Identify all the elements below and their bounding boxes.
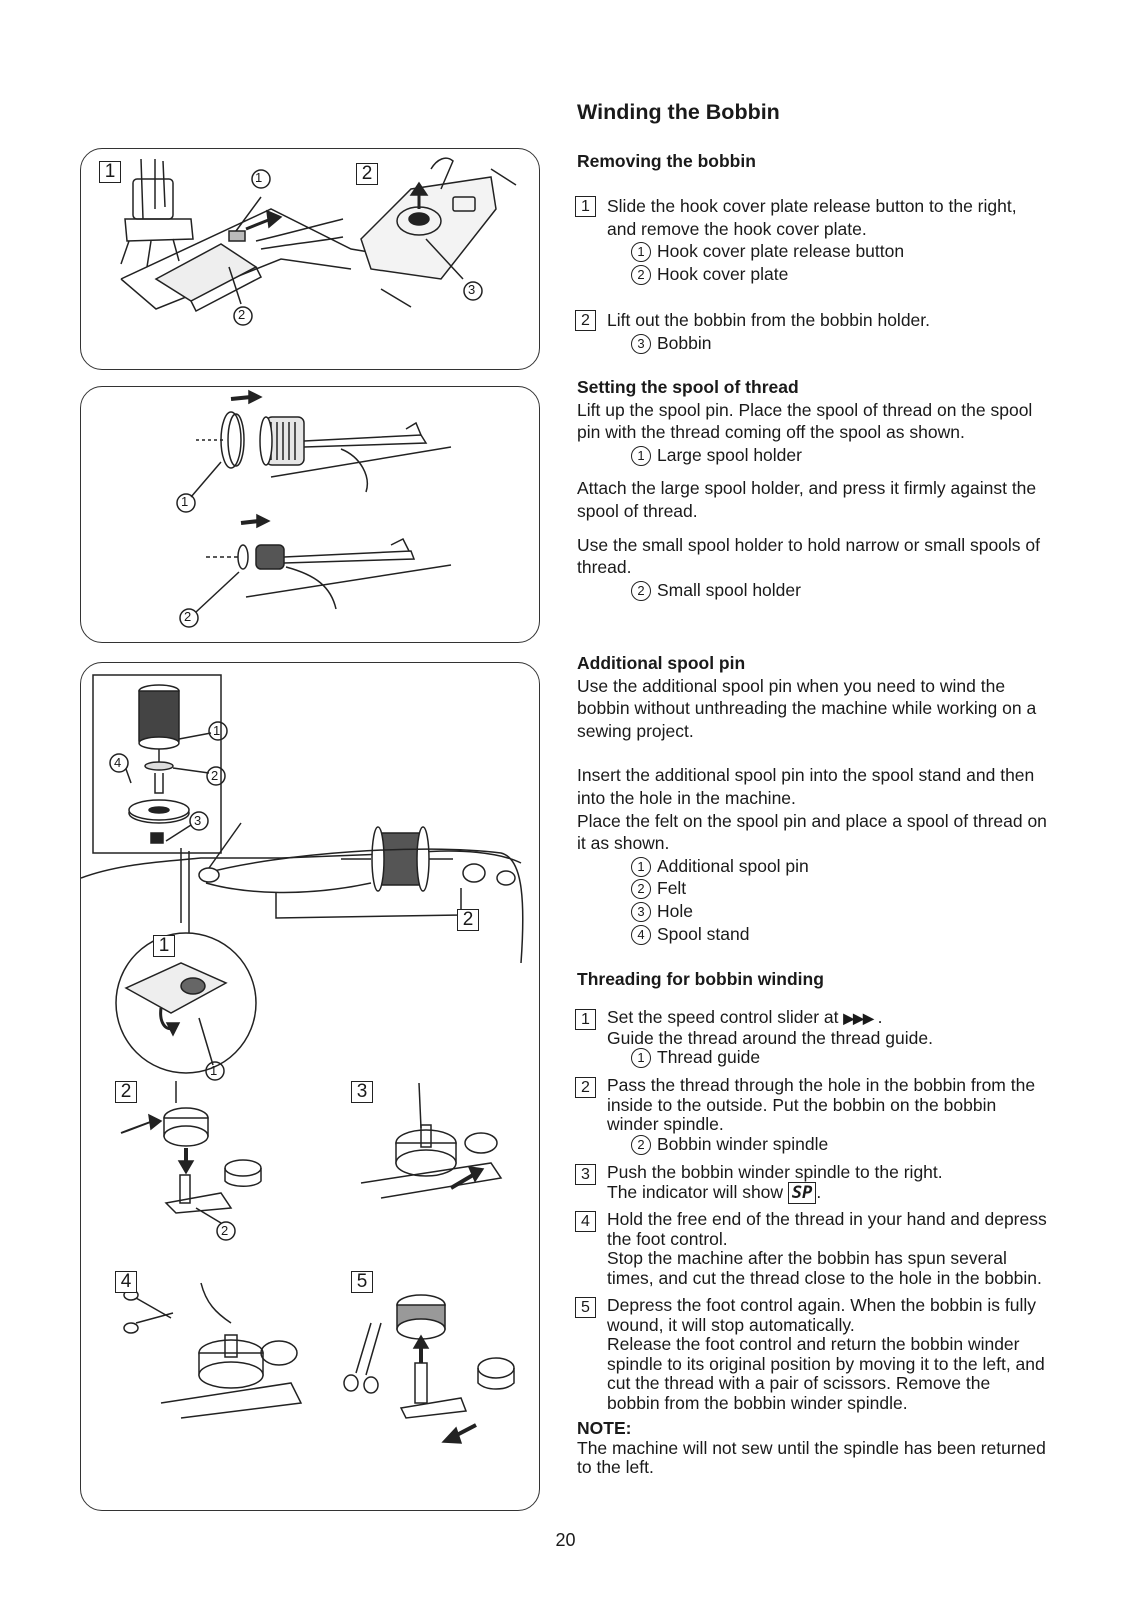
step-number-3: 3 [351, 1081, 373, 1103]
step-text: Release the foot control and return the bobbin winder spindle to its original position by moving it to the left, and cut the thread with a pair of scissors. Remove the bobbin from the bobbin winder spindle. [607, 1334, 1045, 1413]
paragraph: Use the additional spool pin when you need to wind the bobbin without unthreading the machine while working on a sewing project. [577, 675, 1037, 741]
callout-spool-stand: 4 [114, 755, 122, 770]
speed-fast-icon: ▶▶▶ [843, 1010, 873, 1026]
item-number: 1 [631, 446, 651, 466]
callout-2: 2 [238, 307, 246, 322]
step-number-1: 1 [153, 935, 175, 957]
item-number: 4 [631, 925, 651, 945]
item-number: 3 [631, 334, 651, 354]
callout-felt: 2 [211, 768, 219, 783]
step-number-4: 4 [115, 1271, 137, 1293]
item-number: 1 [631, 1048, 651, 1068]
threading-step-3 [577, 1163, 1047, 1205]
step-1 [577, 195, 1047, 240]
item-label: Large spool holder [657, 444, 802, 465]
callout-additional-spool-pin: 1 [213, 723, 221, 738]
figure-spool-holders [80, 386, 540, 643]
item-label: Bobbin winder spindle [657, 1133, 829, 1154]
threading-step-2 [577, 1076, 1047, 1155]
item-label: Bobbin [657, 332, 712, 353]
step-text: Lift out the bobbin from the bobbin holder. [607, 310, 931, 330]
step-number: 3 [575, 1164, 596, 1185]
item-label: Hole [657, 900, 693, 921]
figure-bobbin-winding [80, 662, 540, 1511]
step-text: Hold the free end of the thread in your hand and depress the foot control. [607, 1209, 1047, 1249]
bobbin-winding-illustration [81, 663, 540, 1511]
item-label: Felt [657, 878, 687, 899]
item-label: Hook cover plate release button [657, 241, 905, 262]
heading-setting-spool: Setting the spool of thread [577, 377, 799, 397]
threading-steps [577, 1008, 1047, 1478]
paragraph: Insert the additional spool pin into the spool stand and then into the hole in the machine. [577, 765, 1035, 808]
paragraph: Place the felt on the spool pin and place a spool of thread on it as shown. [577, 810, 1047, 854]
step-text: Stop the machine after the bobbin has spun several times, and cut the thread close to the hole in the bobbin. [607, 1248, 1042, 1288]
paragraph: Attach the large spool holder, and press it firmly against the spool of thread. [577, 478, 1037, 521]
step-text-end: . [877, 1007, 883, 1027]
item-label: Thread guide [657, 1047, 761, 1067]
page-title: Winding the Bobbin [577, 100, 780, 124]
paragraph: Use the small spool holder to hold narrow or small spools of thread. [577, 534, 1040, 578]
step-2 [577, 309, 1047, 332]
callout-3: 3 [468, 282, 476, 297]
callout-thread-guide: 1 [210, 1063, 218, 1078]
step-number: 4 [575, 1211, 596, 1232]
step-number: 1 [575, 196, 596, 217]
hook-cover-illustration [81, 149, 540, 370]
removing-step-2 [577, 309, 1047, 354]
section-setting-spool [577, 376, 1047, 601]
step-text: Pass the thread through the hole in the bobbin from the inside to the outside. Put the bobbin on the bobbin winder spindle. [607, 1075, 1036, 1134]
threading-step-5 [577, 1296, 1047, 1413]
item-number: 1 [631, 242, 651, 262]
page-number: 20 [555, 1530, 576, 1550]
step-number: 2 [575, 310, 596, 331]
removing-step-1 [577, 195, 1047, 285]
item-label: Additional spool pin [657, 855, 809, 876]
threading-step-1 [577, 1008, 1047, 1068]
item-number: 3 [631, 902, 651, 922]
item-number: 2 [631, 265, 651, 285]
callout-small-spool-holder: 2 [184, 609, 192, 624]
spool-holder-illustration [81, 387, 540, 643]
callout-1: 1 [255, 170, 263, 185]
heading-additional-spool-pin: Additional spool pin [577, 653, 746, 673]
step-text: Set the speed control slider at [607, 1007, 839, 1027]
item-label: Hook cover plate [657, 263, 789, 284]
callout-bobbin-winder-spindle: 2 [221, 1223, 229, 1238]
callout-hole: 3 [194, 813, 202, 828]
note [577, 1419, 1047, 1478]
step-text: Guide the thread around the thread guide. [607, 1027, 933, 1048]
item-number: 2 [631, 581, 651, 601]
step-number: 5 [575, 1297, 596, 1318]
step-text: Slide the hook cover plate release button to the right, and remove the hook cover plate. [607, 196, 1017, 239]
paragraph: Lift up the spool pin. Place the spool of thread on the spool pin with the thread coming off the spool as shown. [577, 399, 1033, 443]
figure-removing-bobbin [80, 148, 540, 370]
step-number-2: 2 [115, 1081, 137, 1103]
item-number: 2 [631, 879, 651, 899]
note-label: NOTE: [577, 1418, 632, 1438]
heading-threading: Threading for bobbin winding [577, 969, 824, 989]
item-number: 1 [631, 857, 651, 877]
callout-large-spool-holder: 1 [181, 494, 189, 509]
step-number: 1 [575, 1009, 596, 1030]
step-number-2-top: 2 [457, 909, 479, 931]
step-number-5: 5 [351, 1271, 373, 1293]
step-number: 2 [575, 1077, 596, 1098]
step-number-1: 1 [99, 161, 121, 183]
item-label: Small spool holder [657, 579, 801, 600]
threading-step-4 [577, 1210, 1047, 1288]
step-text: Push the bobbin winder spindle to the right. [607, 1161, 943, 1182]
note-text: The machine will not sew until the spindle has been returned to the left. [577, 1437, 1046, 1477]
item-number: 2 [631, 1135, 651, 1155]
item-label: Spool stand [657, 923, 750, 944]
section-removing-bobbin [577, 150, 1047, 173]
heading-removing-bobbin: Removing the bobbin [577, 151, 756, 171]
step-text: The indicator will show [607, 1182, 784, 1202]
step-text: Depress the foot control again. When the bobbin is fully wound, it will stop automatically. [607, 1295, 1036, 1335]
lcd-indicator: SP [788, 1182, 816, 1204]
section-additional-spool-pin [577, 652, 1047, 945]
section-threading [577, 968, 1047, 991]
step-number-2: 2 [356, 163, 378, 185]
step-text-end: . [816, 1182, 822, 1202]
